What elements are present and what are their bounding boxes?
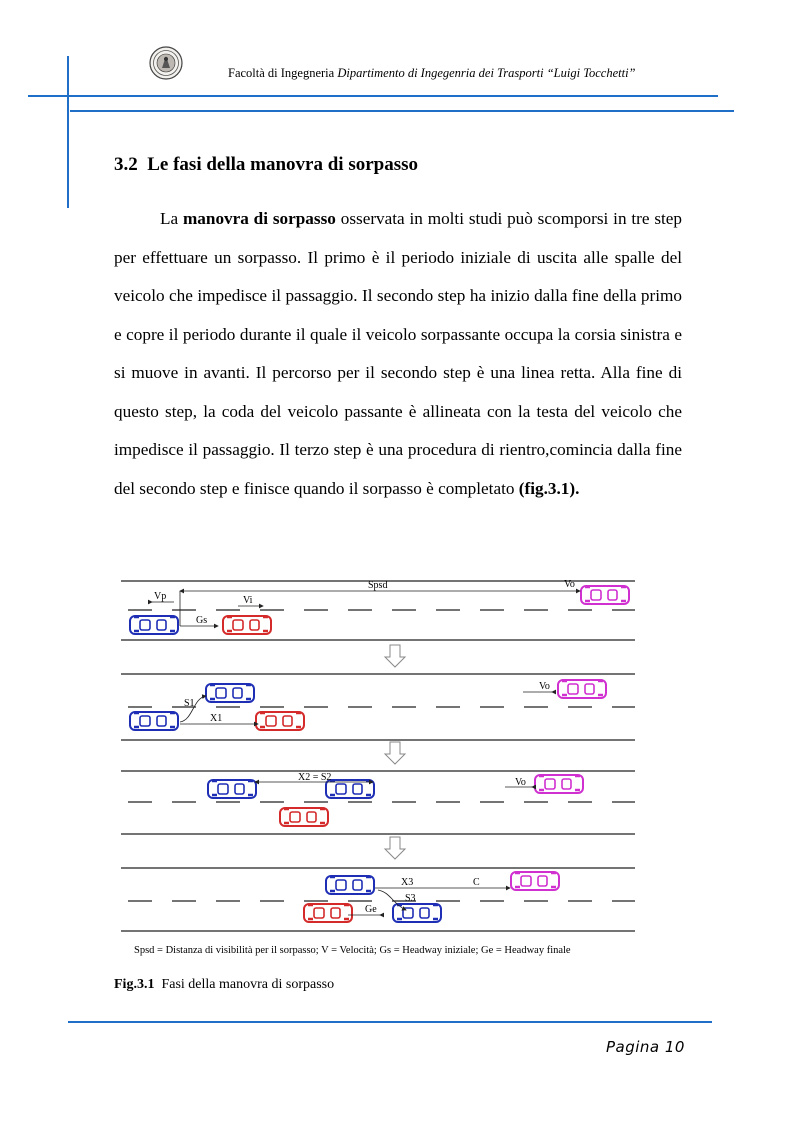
car-magenta-3: [581, 586, 629, 604]
car-blue-4: [130, 712, 178, 730]
body-text: osservata in molti studi può scomporsi in tre step per effettuare un sorpasso. Il primo è il periodo iniziale di uscita alle spalle del veicolo che impedisce il passaggio. Il secondo step ha inizio dalla fine della primo e copre il periodo durante il quale il veicolo sorpassante occupa la corsia sinistra e si muove in avanti. Il percorso per il secondo step è una linea retta. Alla fine di questo step, la coda del veicolo passante è allineata con la testa del veicolo che impedisce il passaggio. Il terzo step è una procedura di rientro,comincia dalla fine del secondo step e finisce quando il sorpasso è completato: [114, 209, 683, 498]
label-x3: X3: [401, 877, 414, 888]
label-c: C: [473, 877, 480, 888]
header-top-rule: [28, 95, 718, 97]
lead-prefix: La: [160, 209, 183, 228]
section-title: Le fasi della manovra di sorpasso: [147, 154, 419, 175]
university-seal-icon: [149, 46, 183, 80]
label-vo-3: Vo: [515, 777, 526, 788]
car-blue-1: [130, 616, 178, 634]
car-magenta-15: [511, 872, 559, 890]
figure-reference: (fig.3.1): [518, 478, 576, 498]
car-blue-12: [326, 876, 374, 894]
page-header: [228, 66, 636, 81]
label-s1: S1: [184, 698, 195, 709]
label-x1: X1: [210, 713, 223, 724]
car-red-10: [280, 808, 328, 826]
section-heading: [114, 154, 418, 176]
car-blue-8: [208, 780, 256, 798]
car-red-14: [304, 904, 352, 922]
header-vertical-rule: [67, 56, 69, 208]
label-gs: Gs: [196, 615, 208, 626]
label-vo-2: Vo: [539, 681, 550, 692]
car-magenta-11: [535, 775, 583, 793]
page-number: Pagina 10: [606, 1038, 685, 1056]
lead-bold: manovra di sorpasso: [182, 209, 336, 228]
label-ge: Ge: [365, 904, 377, 915]
label-vi: Vi: [243, 595, 253, 606]
body-paragraph: [114, 200, 682, 508]
footer-rule: [68, 1021, 712, 1023]
header-faculty: Facoltà di Ingegneria: [228, 66, 335, 80]
car-red-2: [223, 616, 271, 634]
label-vo: Vo: [564, 579, 575, 590]
figure-caption: [114, 977, 334, 993]
car-magenta-7: [558, 680, 606, 698]
section-number: 3.2: [114, 154, 138, 175]
car-blue-5: [206, 684, 254, 702]
car-red-6: [256, 712, 304, 730]
body-end: .: [575, 478, 580, 498]
label-x2s2: X2 = S2: [298, 772, 332, 783]
label-spsd: Spsd: [368, 580, 388, 591]
header-bottom-rule: [70, 110, 734, 112]
label-vp: Vp: [154, 591, 167, 602]
caption-label: Fig.3.1: [114, 977, 155, 992]
figure-legend: Spsd = Distanza di visibilità per il sorpasso; V = Velocità; Gs = Headway iniziale; Ge = Headway finale: [134, 945, 571, 956]
car-blue-9: [326, 780, 374, 798]
label-s3: S3: [405, 893, 416, 904]
overtaking-phases-figure: [118, 574, 638, 964]
header-department: Dipartimento di Ingegenria dei Trasporti “Luigi Tocchetti”: [337, 66, 636, 80]
caption-text: Fasi della manovra di sorpasso: [161, 977, 335, 992]
